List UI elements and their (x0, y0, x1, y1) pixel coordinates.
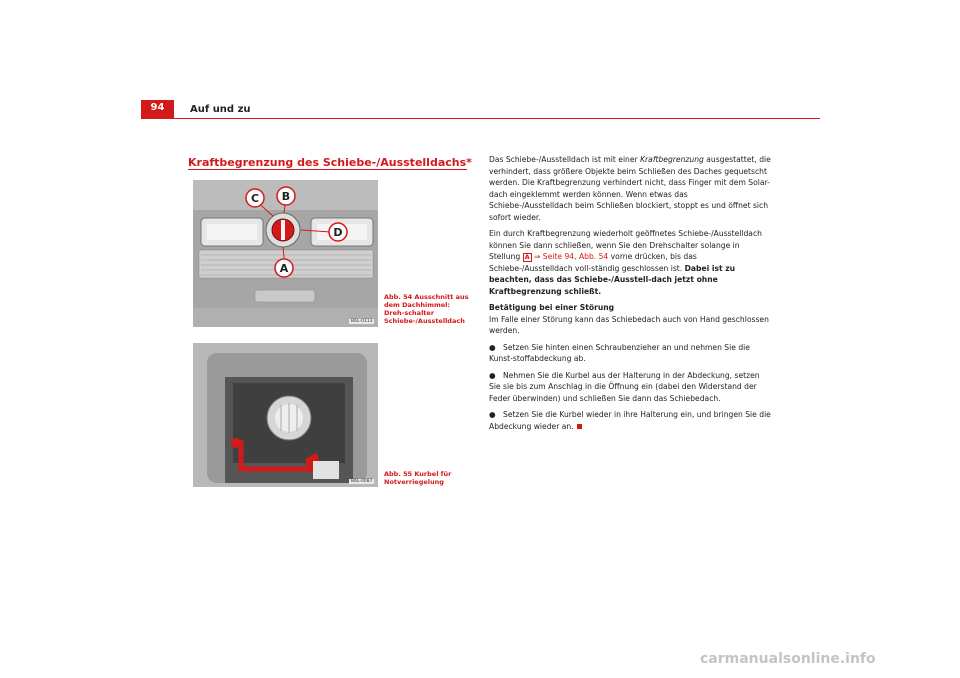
section-title: Kraftbegrenzung des Schiebe-/Ausstelldachs* (188, 156, 472, 169)
crank-illustration (193, 343, 378, 487)
paragraph: Das Schiebe-/Ausstelldach ist mit einer Kraftbegrenzung ausgestattet, die verhindert, dass größere Objekte beim Schließen des Daches gequetscht werden. Die Kraftbegrenzung verhindert nicht, dass Finger mit dem Solar-dach eingeklemmt werden können. Wenn etwas das Schiebe-/Ausstelldach beim Schließen blockiert, stoppt es und öffnet sich sofort wieder. (489, 155, 771, 222)
figure-roof-switch (193, 180, 378, 327)
label-d: D (333, 226, 343, 239)
figure-code: B6L-0113 (351, 319, 373, 324)
header-title: Auf und zu (190, 104, 251, 115)
label-a: A (279, 262, 289, 275)
header-rule (141, 118, 820, 119)
roof-switch-illustration (193, 180, 378, 327)
figure-caption: Abb. 55 Kurbel für Notverriegelung (384, 470, 452, 486)
figure-caption: Abb. 54 Ausschnitt aus dem Dachhimmel: Dreh-schalter Schiebe-/Ausstelldach (384, 293, 469, 325)
label-b: B (281, 190, 291, 203)
paragraph: Im Falle einer Störung kann das Schiebedach auch von Hand geschlossen werden. (489, 314, 769, 335)
position-a-badge: A (524, 253, 530, 261)
body-text (489, 154, 771, 437)
subheading: Betätigung bei einer Störung (489, 303, 615, 312)
paragraph: Ein durch Kraftbegrenzung wiederholt geöffnetes Schiebe-/Ausstelldach können Sie dann schließen, wenn Sie den Drehschalter solange in Stellung A ⇒ Seite 94, Abb. 54 vorne drücken, bis das Schiebe-/Ausstelldach voll-ständig geschlossen ist. Dabei ist zu beachten, dass das Schiebe-/Ausstell-dach jetzt ohne Kraftbegrenzung schließt. (489, 229, 762, 296)
page-reference-link[interactable]: ⇒ Seite 94, Abb. 54 (531, 252, 609, 261)
figure-code: B6L-0087 (351, 479, 373, 484)
list-item: ● Nehmen Sie die Kurbel aus der Halterung in der Abdeckung, setzen Sie sie bis zum Anschlag in die Öffnung ein (dabei den Widerstand der Feder überwinden) und schließen Sie dann das Schiebedach. (489, 370, 760, 403)
page-number: 94 (150, 102, 165, 113)
label-c: C (250, 192, 260, 205)
figure-emergency-crank (193, 343, 378, 487)
section-rule (188, 169, 467, 170)
list-item: ● Setzen Sie hinten einen Schraubenzieher an und nehmen Sie die Kunst-stoffabdeckung ab. (489, 342, 750, 363)
list-item: ● Setzen Sie die Kurbel wieder in ihre Halterung ein, und bringen Sie die Abdeckung wieder an. (489, 410, 771, 431)
end-mark-icon (577, 424, 582, 429)
footer-watermark: carmanualsonline.info (700, 651, 876, 667)
